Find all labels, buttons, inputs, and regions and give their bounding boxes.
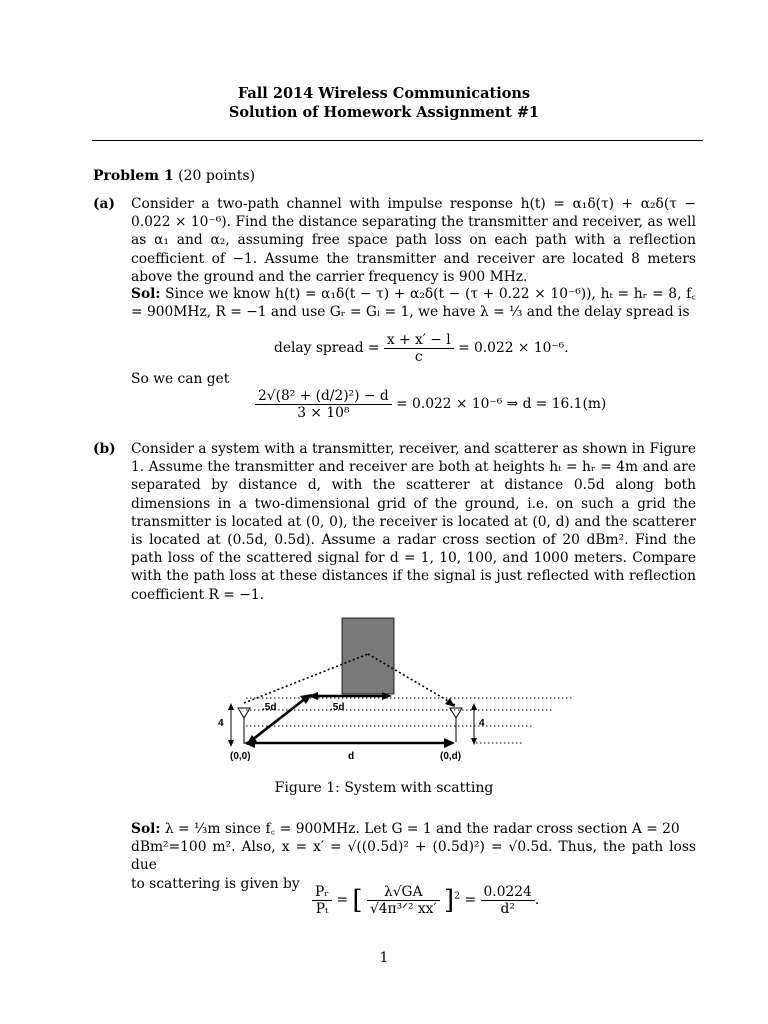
eq3-lhs-numerator: Pᵣ [312, 884, 332, 901]
part-a-label: (a) [93, 196, 115, 212]
document-title [0, 84, 768, 122]
title-line-2: Solution of Homework Assignment #1 [228, 104, 540, 121]
transmitter-antenna-icon [238, 708, 250, 718]
receiver-label: (0,d) [440, 751, 462, 762]
diag-arrow-5d [252, 698, 306, 740]
part-b-question: Consider a system with a transmitter, receiver, and scatterer as shown in Figure 1. Assume the transmitter and receiver are both at heights hₜ = hᵣ = 4m and are separated by distance d, with the scatterer at distance 0.5d along both dimensions in a two-dimensional grid of the ground, i.e. on such a grid the transmitter is located at (0, 0), the receiver is located at (0, d) and the scatterer is located at (0.5d, 0.5d). Assume a radar cross section of 20 dBm². Find the path loss of the scattered signal for d = 1, 10, 100, and 1000 meters. Compare with the path loss at these distances if the signal is just reflected with reflection coefficient R = −1. [131, 441, 696, 603]
path-loss-equation: $\frac{\text{Pᵣ}}{\text{Pₜ}}$ = [ $\frac{\lambda√GA}{\text{√4π³ᐟ² xx′}}$ ]$^2$ = $\frac{0.0224}{\text{d²}}$ . [312, 884, 539, 917]
label-5d-left: .5d [262, 702, 277, 713]
part-a-question: Consider a two-path channel with impulse response h(t) = α₁δ(τ) + α₂δ(τ − 0.022 × 10⁻⁶). Find the distance separating the transmitter and receiver, as well as α₁ and α₂, assuming free space path loss on each path with a reflection coefficient of −1. Assume the transmitter and receiver are located 8 meters above the ground and the carrier frequency is 900 MHz. [131, 196, 696, 285]
origin-label: (0,0) [230, 751, 251, 762]
height-label-left: 4 [218, 718, 224, 729]
baseline-arrowhead-right [444, 738, 455, 748]
eq1-fraction [384, 332, 454, 365]
eq3-square: 2 [454, 890, 461, 902]
height-arrowhead-right-top [471, 703, 477, 710]
so-we-can-get: So we can get [131, 371, 230, 387]
horiz-arrowhead-left [308, 692, 318, 700]
eq3-mid-numerator: λ√GA [367, 884, 440, 901]
height-arrowhead-left-bottom [228, 740, 234, 747]
scatterer-block [342, 618, 394, 694]
receiver-antenna-icon [450, 708, 462, 718]
eq3-lhs-fraction [312, 884, 332, 917]
sol-b-line-1 [131, 820, 696, 838]
eq3-rhs-denominator: d² [500, 901, 515, 917]
eq3-mid-fraction [367, 884, 440, 917]
sol-b-line-3: to scattering is given by [131, 875, 300, 892]
height-label-right: 4 [479, 718, 485, 729]
height-arrowhead-right-bottom [471, 738, 477, 745]
distance-equation [255, 388, 606, 421]
problem-points: (20 points) [178, 168, 256, 184]
eq1-rhs: = 0.022 × 10⁻⁶. [458, 340, 569, 356]
eq3-equals-1: = [336, 892, 349, 908]
title-line-1: Fall 2014 Wireless Communications [237, 85, 531, 102]
eq3-lhs-denominator: Pₜ [315, 901, 329, 917]
part-b-label: (b) [93, 441, 116, 457]
sol-b-line-1-text: λ = ⅓m since f꜀ = 900MHz. Let G = 1 and the radar cross section A = 20 [164, 821, 680, 837]
part-b-sol-label: Sol: [131, 821, 161, 837]
page-number: 1 [379, 950, 389, 966]
eq1-numerator: x + x′ − l [384, 332, 454, 349]
eq3-equals-2: = [464, 892, 477, 908]
distance-label: d [348, 751, 355, 762]
eq2-denominator: 3 × 10⁸ [297, 405, 350, 421]
eq1-lhs: delay spread = [274, 340, 380, 356]
problem-label: Problem 1 [93, 168, 174, 184]
eq2-numerator: 2√(8² + (d/2)²) − d [255, 388, 392, 405]
eq3-right-bracket: ] [443, 885, 455, 916]
figure-1-diagram [200, 610, 580, 770]
height-arrowhead-left-top [228, 703, 234, 710]
sol-b-line-2: dBm²=100 m². Also, x = x′ = √((0.5d)² + (0.5d)²) = √0.5d. Thus, the path loss due [131, 839, 696, 874]
eq3-rhs-numerator: 0.0224 [481, 884, 535, 901]
delay-spread-equation [274, 332, 569, 365]
eq3-rhs-fraction [481, 884, 535, 917]
part-a-sol-text: Since we know h(t) = α₁δ(t − τ) + α₂δ(t − (τ + 0.22 × 10⁻⁶)), hₜ = hᵣ = 8, f꜀ = 900MHz, R = −1 and use Gᵣ = Gₗ = 1, we have λ = ⅓ and the delay spread is [131, 286, 696, 321]
header-rule [92, 140, 703, 141]
part-a-sol-label: Sol: [131, 286, 161, 302]
eq1-denominator: c [414, 349, 423, 365]
part-a-solution [131, 285, 696, 321]
eq2-rhs: = 0.022 × 10⁻⁶ ⇒ d = 16.1(m) [396, 396, 607, 412]
part-b-solution [131, 820, 696, 893]
eq2-fraction [255, 388, 392, 421]
label-5d-right: .5d [330, 702, 345, 713]
figure-caption: Figure 1: System with scatting [274, 780, 494, 796]
problem-heading [93, 168, 255, 184]
eq3-mid-denominator: √4π³ᐟ² xx′ [369, 901, 437, 917]
eq3-left-bracket: [ [352, 885, 363, 916]
